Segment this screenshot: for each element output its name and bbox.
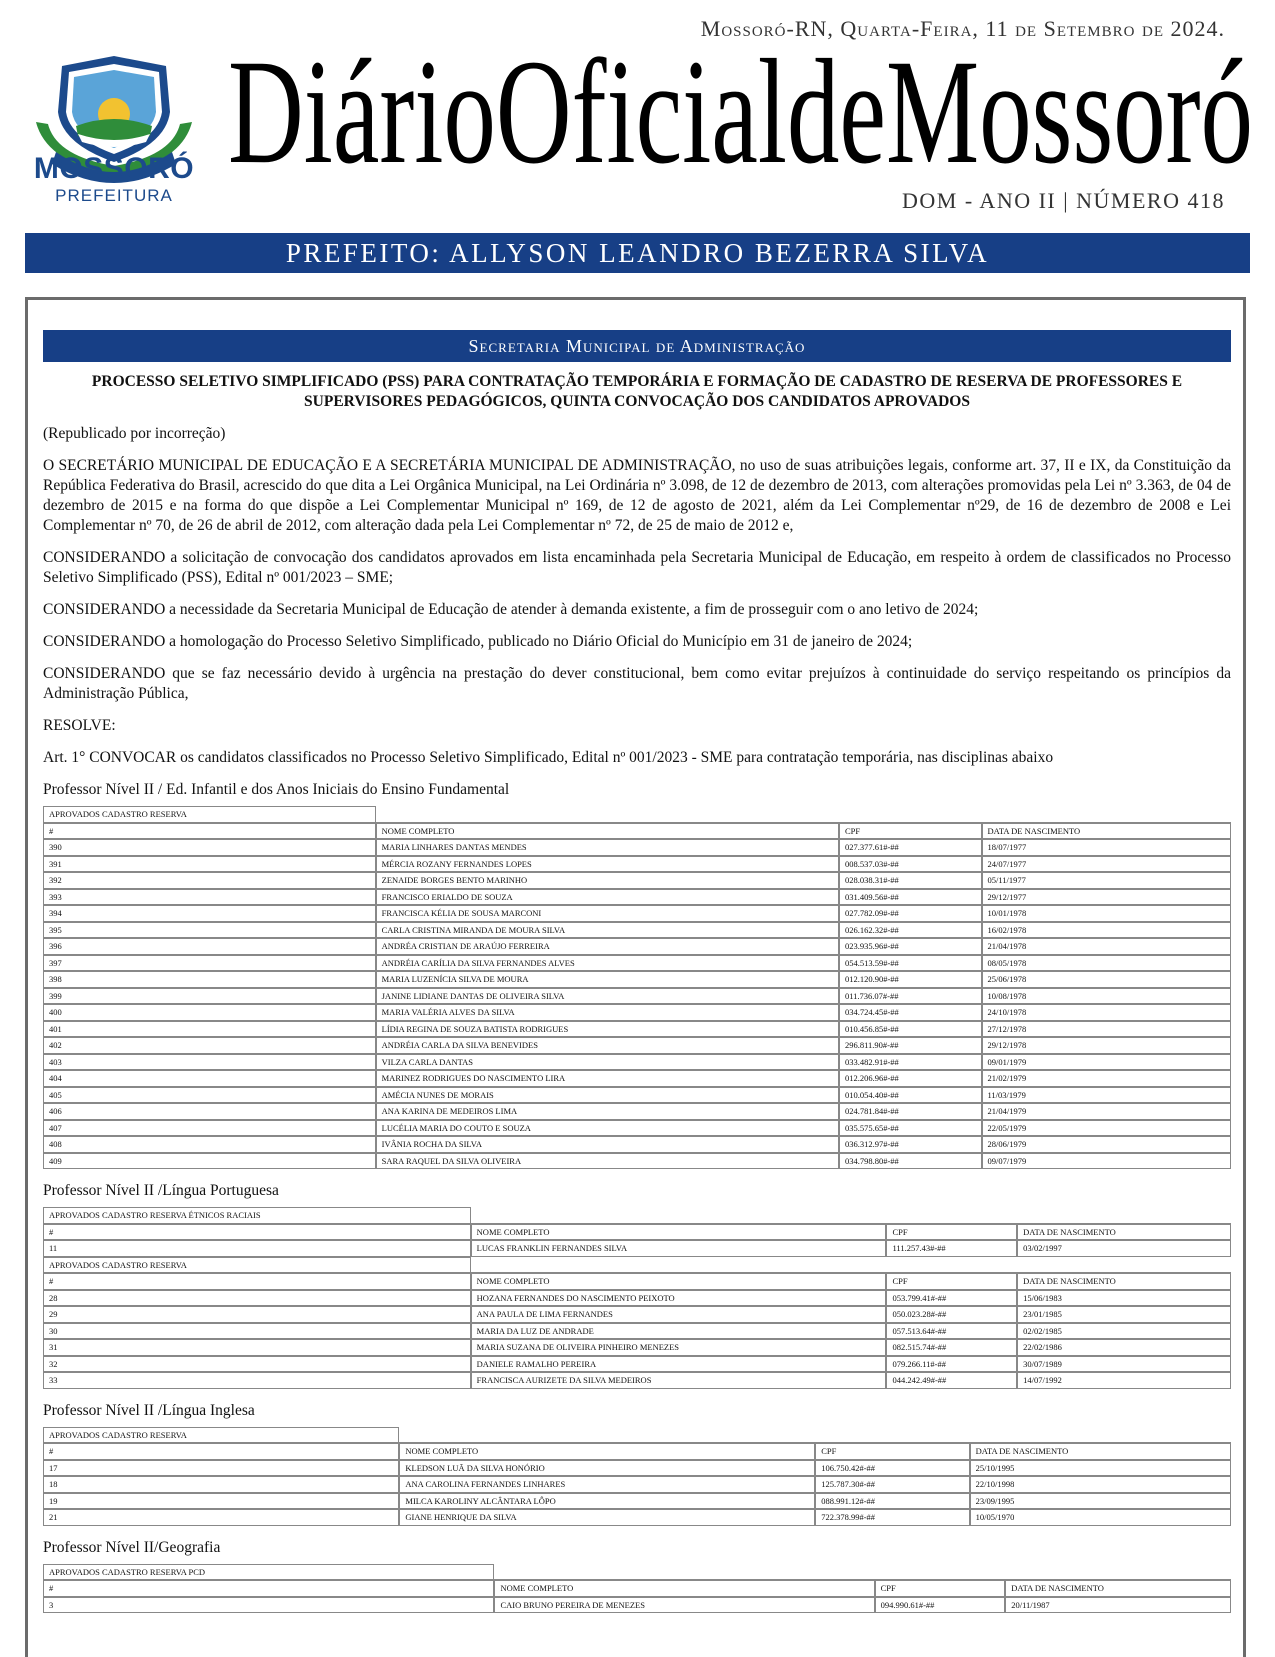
table-cell: ZENAIDE BORGES BENTO MARINHO <box>376 872 839 889</box>
column-header: NOME COMPLETO <box>494 1580 874 1597</box>
table-cell: 031.409.56#-## <box>839 889 982 906</box>
table-cell: 29/12/1978 <box>982 1037 1232 1054</box>
table-cell: JANINE LIDIANE DANTAS DE OLIVEIRA SILVA <box>376 988 839 1005</box>
table-caption-spacer <box>471 1207 1231 1224</box>
table-cell: 111.257.43#-## <box>886 1240 1017 1257</box>
table-row <box>43 922 1231 939</box>
table-cell: 391 <box>43 856 376 873</box>
table-header-row <box>43 1224 1231 1241</box>
table-cell: 406 <box>43 1103 376 1120</box>
table-cell: 028.038.31#-## <box>839 872 982 889</box>
table-row <box>43 1356 1231 1373</box>
group-title: Professor Nível II / Ed. Infantil e dos Anos Iniciais do Ensino Fundamental <box>43 781 510 798</box>
table-row <box>43 938 1231 955</box>
table-cell: ANA PAULA DE LIMA FERNANDES <box>471 1306 887 1323</box>
masthead-title-text: DiárioOficialdeMossoró <box>228 30 1253 180</box>
logo-wordmark: MOSSORÓ <box>33 152 195 185</box>
table-cell: MARIA LINHARES DANTAS MENDES <box>376 839 839 856</box>
table-cell: 035.575.65#-## <box>839 1120 982 1137</box>
table-caption: APROVADOS CADASTRO RESERVA <box>43 1427 399 1444</box>
candidate-groups <box>43 780 1231 1613</box>
table-cell: 18/07/1977 <box>982 839 1232 856</box>
table-row <box>43 905 1231 922</box>
table-row <box>43 856 1231 873</box>
table-cell: MARIA SUZANA DE OLIVEIRA PINHEIRO MENEZES <box>471 1339 887 1356</box>
table-cell: LÍDIA REGINA DE SOUZA BATISTA RODRIGUES <box>376 1021 839 1038</box>
paragraph-considerando-4: CONSIDERANDO que se faz necessário devido à urgência na prestação do dever constitucional, bem como evitar prejuízos à continuidade do serviço respeitando os princípios da Administração Pública, <box>43 665 1231 702</box>
table-cell: ANDRÉIA CARÍLIA DA SILVA FERNANDES ALVES <box>376 955 839 972</box>
table-cell: FRANCISCA KÉLIA DE SOUSA MARCONI <box>376 905 839 922</box>
column-header: CPF <box>886 1273 1017 1290</box>
table-cell: CAIO BRUNO PEREIRA DE MENEZES <box>494 1597 874 1614</box>
table-cell: DANIELE RAMALHO PEREIRA <box>471 1356 887 1373</box>
paragraph-considerando-3: CONSIDERANDO a homologação do Processo Seletivo Simplificado, publicado no Diário Oficial do Município em 31 de janeiro de 2024; <box>43 633 913 650</box>
table-row <box>43 1493 1231 1510</box>
table-cell: 21/02/1979 <box>982 1070 1232 1087</box>
logo-subtitle: PREFEITURA <box>55 186 173 205</box>
column-header: NOME COMPLETO <box>471 1273 887 1290</box>
table-cell: 408 <box>43 1136 376 1153</box>
table-cell: ANDRÉA CRISTIAN DE ARAÚJO FERREIRA <box>376 938 839 955</box>
table-cell: 054.513.59#-## <box>839 955 982 972</box>
table-cell: 390 <box>43 839 376 856</box>
column-header: NOME COMPLETO <box>399 1443 815 1460</box>
group-title: Professor Nível II /Língua Portuguesa <box>43 1182 279 1199</box>
table-cell: 24/10/1978 <box>982 1004 1232 1021</box>
edition-number: DOM - ANO II | NÚMERO 418 <box>901 188 1225 213</box>
table-cell: 28/06/1979 <box>982 1136 1232 1153</box>
table-row <box>43 1339 1231 1356</box>
table-cell: 28 <box>43 1290 471 1307</box>
table-cell: 027.782.09#-## <box>839 905 982 922</box>
table-cell: 10/08/1978 <box>982 988 1232 1005</box>
table-cell: 036.312.97#-## <box>839 1136 982 1153</box>
table-cell: 09/07/1979 <box>982 1153 1232 1170</box>
column-header: # <box>43 1580 494 1597</box>
column-header: DATA DE NASCIMENTO <box>982 823 1232 840</box>
table-cell: 21/04/1979 <box>982 1103 1232 1120</box>
table-row <box>43 1120 1231 1137</box>
table-row <box>43 955 1231 972</box>
table-cell: 21/04/1978 <box>982 938 1232 955</box>
table-cell: 05/11/1977 <box>982 872 1232 889</box>
table-cell: 026.162.32#-## <box>839 922 982 939</box>
table-row <box>43 872 1231 889</box>
table-cell: 125.787.30#-## <box>815 1476 969 1493</box>
table-cell: ANA KARINA DE MEDEIROS LIMA <box>376 1103 839 1120</box>
table-caption-row <box>43 1207 1231 1224</box>
column-header: # <box>43 1273 471 1290</box>
table-cell: 400 <box>43 1004 376 1021</box>
publication-date: Mossoró-RN, Quarta-Feira, 11 de Setembro de 2024. <box>700 16 1225 41</box>
table-cell: 010.456.85#-## <box>839 1021 982 1038</box>
table-cell: 30/07/1989 <box>1017 1356 1231 1373</box>
republished-note: (Republicado por incorreção) <box>43 425 226 442</box>
table-cell: 10/05/1970 <box>970 1509 1231 1526</box>
table-cell: 08/05/1978 <box>982 955 1232 972</box>
table-cell: 19 <box>43 1493 399 1510</box>
table-cell: 29 <box>43 1306 471 1323</box>
table-row <box>43 1323 1231 1340</box>
table-cell: 11 <box>43 1240 471 1257</box>
table-cell: 399 <box>43 988 376 1005</box>
table-cell: 012.120.90#-## <box>839 971 982 988</box>
column-header: DATA DE NASCIMENTO <box>970 1443 1231 1460</box>
column-header: CPF <box>815 1443 969 1460</box>
table-cell: 024.781.84#-## <box>839 1103 982 1120</box>
table-cell: FRANCISCO ERIALDO DE SOUZA <box>376 889 839 906</box>
table-cell: 012.206.96#-## <box>839 1070 982 1087</box>
table-cell: 32 <box>43 1356 471 1373</box>
table-cell: VILZA CARLA DANTAS <box>376 1054 839 1071</box>
mayor-banner: PREFEITO: ALLYSON LEANDRO BEZERRA SILVA <box>25 233 1250 273</box>
table-cell: 18 <box>43 1476 399 1493</box>
table-row <box>43 1021 1231 1038</box>
table-row <box>43 988 1231 1005</box>
table-cell: 033.482.91#-## <box>839 1054 982 1071</box>
table-cell: 23/01/1985 <box>1017 1306 1231 1323</box>
table-cell: 392 <box>43 872 376 889</box>
table-cell: 053.799.41#-## <box>886 1290 1017 1307</box>
table-cell: 23/09/1995 <box>970 1493 1231 1510</box>
table-cell: 008.537.03#-## <box>839 856 982 873</box>
document-body <box>43 330 1231 1613</box>
table-row <box>43 1153 1231 1170</box>
table-cell: 02/02/1985 <box>1017 1323 1231 1340</box>
table-row <box>43 1509 1231 1526</box>
table-header-row <box>43 1443 1231 1460</box>
table-caption: APROVADOS CADASTRO RESERVA <box>43 806 376 823</box>
table-caption-spacer <box>399 1427 1231 1444</box>
table-cell: 29/12/1977 <box>982 889 1232 906</box>
table-cell: 011.736.07#-## <box>839 988 982 1005</box>
table-cell: 044.242.49#-## <box>886 1372 1017 1389</box>
table-cell: HOZANA FERNANDES DO NASCIMENTO PEIXOTO <box>471 1290 887 1307</box>
column-header: # <box>43 1443 399 1460</box>
table-cell: CARLA CRISTINA MIRANDA DE MOURA SILVA <box>376 922 839 939</box>
table-cell: 010.054.40#-## <box>839 1087 982 1104</box>
table-cell: FRANCISCA AURIZETE DA SILVA MEDEIROS <box>471 1372 887 1389</box>
table-cell: 057.513.64#-## <box>886 1323 1017 1340</box>
table-cell: 11/03/1979 <box>982 1087 1232 1104</box>
table-cell: 22/10/1998 <box>970 1476 1231 1493</box>
table-cell: 397 <box>43 955 376 972</box>
table-row <box>43 1087 1231 1104</box>
table-caption: APROVADOS CADASTRO RESERVA ÉTNICOS RACIAIS <box>43 1207 471 1224</box>
table-cell: IVÂNIA ROCHA DA SILVA <box>376 1136 839 1153</box>
candidate-table <box>43 1564 1231 1614</box>
table-cell: 25/06/1978 <box>982 971 1232 988</box>
table-cell: 14/07/1992 <box>1017 1372 1231 1389</box>
table-row <box>43 1240 1231 1257</box>
table-cell: 407 <box>43 1120 376 1137</box>
candidate-table <box>43 1427 1231 1526</box>
paragraph-considerando-2: CONSIDERANDO a necessidade da Secretaria Municipal de Educação de atender à demanda existente, a fim de prosseguir com o ano letivo de 2024; <box>43 601 979 618</box>
table-cell: MARIA VALÉRIA ALVES DA SILVA <box>376 1004 839 1021</box>
table-row <box>43 1290 1231 1307</box>
candidate-table <box>43 806 1231 1169</box>
table-cell: 15/06/1983 <box>1017 1290 1231 1307</box>
table-cell: 30 <box>43 1323 471 1340</box>
column-header: CPF <box>875 1580 1006 1597</box>
table-header-row <box>43 1580 1231 1597</box>
table-cell: 296.811.90#-## <box>839 1037 982 1054</box>
group-title: Professor Nível II/Geografia <box>43 1538 221 1556</box>
table-cell: ANDRÉIA CARLA DA SILVA BENEVIDES <box>376 1037 839 1054</box>
table-row <box>43 1476 1231 1493</box>
table-cell: 088.991.12#-## <box>815 1493 969 1510</box>
column-header: DATA DE NASCIMENTO <box>1005 1580 1231 1597</box>
table-cell: 20/11/1987 <box>1005 1597 1231 1614</box>
table-cell: 10/01/1978 <box>982 905 1232 922</box>
table-caption-spacer <box>494 1564 1231 1581</box>
table-cell: 394 <box>43 905 376 922</box>
table-header-row <box>43 823 1231 840</box>
table-caption: APROVADOS CADASTRO RESERVA <box>43 1257 471 1274</box>
table-cell: 027.377.61#-## <box>839 839 982 856</box>
table-row <box>43 1460 1231 1477</box>
section-header: Secretaria Municipal de Administração <box>43 330 1231 362</box>
table-cell: 023.935.96#-## <box>839 938 982 955</box>
table-cell: 094.990.61#-## <box>875 1597 1006 1614</box>
table-row <box>43 1070 1231 1087</box>
table-cell: 404 <box>43 1070 376 1087</box>
candidate-table <box>43 1207 1231 1389</box>
table-cell: 33 <box>43 1372 471 1389</box>
table-cell: 17 <box>43 1460 399 1477</box>
table-cell: MARIA LUZENÍCIA SILVA DE MOURA <box>376 971 839 988</box>
resolve-label: RESOLVE: <box>43 717 116 734</box>
table-caption: APROVADOS CADASTRO RESERVA PCD <box>43 1564 494 1581</box>
table-row <box>43 1054 1231 1071</box>
table-row <box>43 1597 1231 1614</box>
table-cell: 050.023.28#-## <box>886 1306 1017 1323</box>
group-title: Professor Nível II /Língua Inglesa <box>43 1401 255 1419</box>
column-header: NOME COMPLETO <box>376 823 839 840</box>
table-cell: KLEDSON LUÃ DA SILVA HONÓRIO <box>399 1460 815 1477</box>
table-caption-row <box>43 1564 1231 1581</box>
column-header: CPF <box>886 1224 1017 1241</box>
table-cell: 09/01/1979 <box>982 1054 1232 1071</box>
table-cell: 409 <box>43 1153 376 1170</box>
table-cell: ANA CAROLINA FERNANDES LINHARES <box>399 1476 815 1493</box>
table-cell: 034.724.45#-## <box>839 1004 982 1021</box>
table-row <box>43 1372 1231 1389</box>
table-cell: 722.378.99#-## <box>815 1509 969 1526</box>
masthead-title <box>228 30 1253 180</box>
table-cell: MARINEZ RODRIGUES DO NASCIMENTO LIRA <box>376 1070 839 1087</box>
table-cell: 22/02/1986 <box>1017 1339 1231 1356</box>
table-cell: 3 <box>43 1597 494 1614</box>
table-cell: 034.798.80#-## <box>839 1153 982 1170</box>
table-row <box>43 1037 1231 1054</box>
table-header-row <box>43 1273 1231 1290</box>
table-cell: MILCA KAROLINY ALCÂNTARA LÔPO <box>399 1493 815 1510</box>
table-cell: 405 <box>43 1087 376 1104</box>
column-header: NOME COMPLETO <box>471 1224 887 1241</box>
table-cell: MÉRCIA ROZANY FERNANDES LOPES <box>376 856 839 873</box>
table-cell: LUCAS FRANKLIN FERNANDES SILVA <box>471 1240 887 1257</box>
table-cell: LUCÉLIA MARIA DO COUTO E SOUZA <box>376 1120 839 1137</box>
table-cell: 25/10/1995 <box>970 1460 1231 1477</box>
table-cell: MARIA DA LUZ DE ANDRADE <box>471 1323 887 1340</box>
table-cell: 21 <box>43 1509 399 1526</box>
table-cell: 401 <box>43 1021 376 1038</box>
table-cell: 079.266.11#-## <box>886 1356 1017 1373</box>
table-row <box>43 1103 1231 1120</box>
table-cell: 402 <box>43 1037 376 1054</box>
table-caption-row <box>43 1257 1231 1274</box>
table-row <box>43 1004 1231 1021</box>
table-cell: 395 <box>43 922 376 939</box>
table-cell: 24/07/1977 <box>982 856 1232 873</box>
table-cell: 27/12/1978 <box>982 1021 1232 1038</box>
document-title: PROCESSO SELETIVO SIMPLIFICADO (PSS) PARA CONTRATAÇÃO TEMPORÁRIA E FORMAÇÃO DE CADASTRO DE RESERVA DE PROFESSORES E SUPERVISORES PEDAGÓGICOS, QUINTA CONVOCAÇÃO DOS CANDIDATOS APROVADOS <box>91 373 1183 410</box>
table-row <box>43 1306 1231 1323</box>
table-caption-row <box>43 1427 1231 1444</box>
table-cell: 396 <box>43 938 376 955</box>
table-cell: 393 <box>43 889 376 906</box>
table-caption-spacer <box>471 1257 1231 1274</box>
table-cell: 403 <box>43 1054 376 1071</box>
column-header: DATA DE NASCIMENTO <box>1017 1224 1231 1241</box>
table-caption-spacer <box>376 806 1231 823</box>
column-header: CPF <box>839 823 982 840</box>
table-cell: AMÉCIA NUNES DE MORAIS <box>376 1087 839 1104</box>
table-row <box>43 1136 1231 1153</box>
table-cell: GIANE HENRIQUE DA SILVA <box>399 1509 815 1526</box>
table-cell: 16/02/1978 <box>982 922 1232 939</box>
table-cell: 082.515.74#-## <box>886 1339 1017 1356</box>
table-caption-row <box>43 806 1231 823</box>
table-cell: SARA RAQUEL DA SILVA OLIVEIRA <box>376 1153 839 1170</box>
table-cell: 03/02/1997 <box>1017 1240 1231 1257</box>
table-cell: 106.750.42#-## <box>815 1460 969 1477</box>
paragraph-preamble: O SECRETÁRIO MUNICIPAL DE EDUCAÇÃO E A SECRETÁRIA MUNICIPAL DE ADMINISTRAÇÃO, no uso de suas atribuições legais, conforme art. 37, II e IX, da Constituição da República Federativa do Brasil, acrescido do que dita a Lei Orgânica Municipal, na Lei Ordinária nº 3.098, de 12 de dezembro de 2013, com alterações promovidas pela Lei nº 3.363, de 04 de dezembro de 2015 e na forma do que dispõe a Lei Complementar Municipal nº 169, de 12 de agosto de 2021, além da Lei Complementar nº29, de 16 de dezembro de 2008 e Lei Complementar nº 70, de 26 de abril de 2012, com alteração dada pela Lei Complementar nº 72, de 25 de maio de 2012 e, <box>43 457 1231 534</box>
table-cell: 22/05/1979 <box>982 1120 1232 1137</box>
table-row <box>43 889 1231 906</box>
paragraph-considerando-1: CONSIDERANDO a solicitação de convocação dos candidatos aprovados em lista encaminhada pela Secretaria Municipal de Educação, em respeito à ordem de classificados no Processo Seletivo Simplificado (PSS), Edital nº 001/2023 – SME; <box>43 549 1231 586</box>
column-header: DATA DE NASCIMENTO <box>1017 1273 1231 1290</box>
article-1: Art. 1° CONVOCAR os candidatos classificados no Processo Seletivo Simplificado, Edital nº 001/2023 - SME para contratação temporária, nas disciplinas abaixo <box>43 749 1054 766</box>
table-row <box>43 839 1231 856</box>
column-header: # <box>43 823 376 840</box>
table-cell: 398 <box>43 971 376 988</box>
table-row <box>43 971 1231 988</box>
table-cell: 31 <box>43 1339 471 1356</box>
column-header: # <box>43 1224 471 1241</box>
